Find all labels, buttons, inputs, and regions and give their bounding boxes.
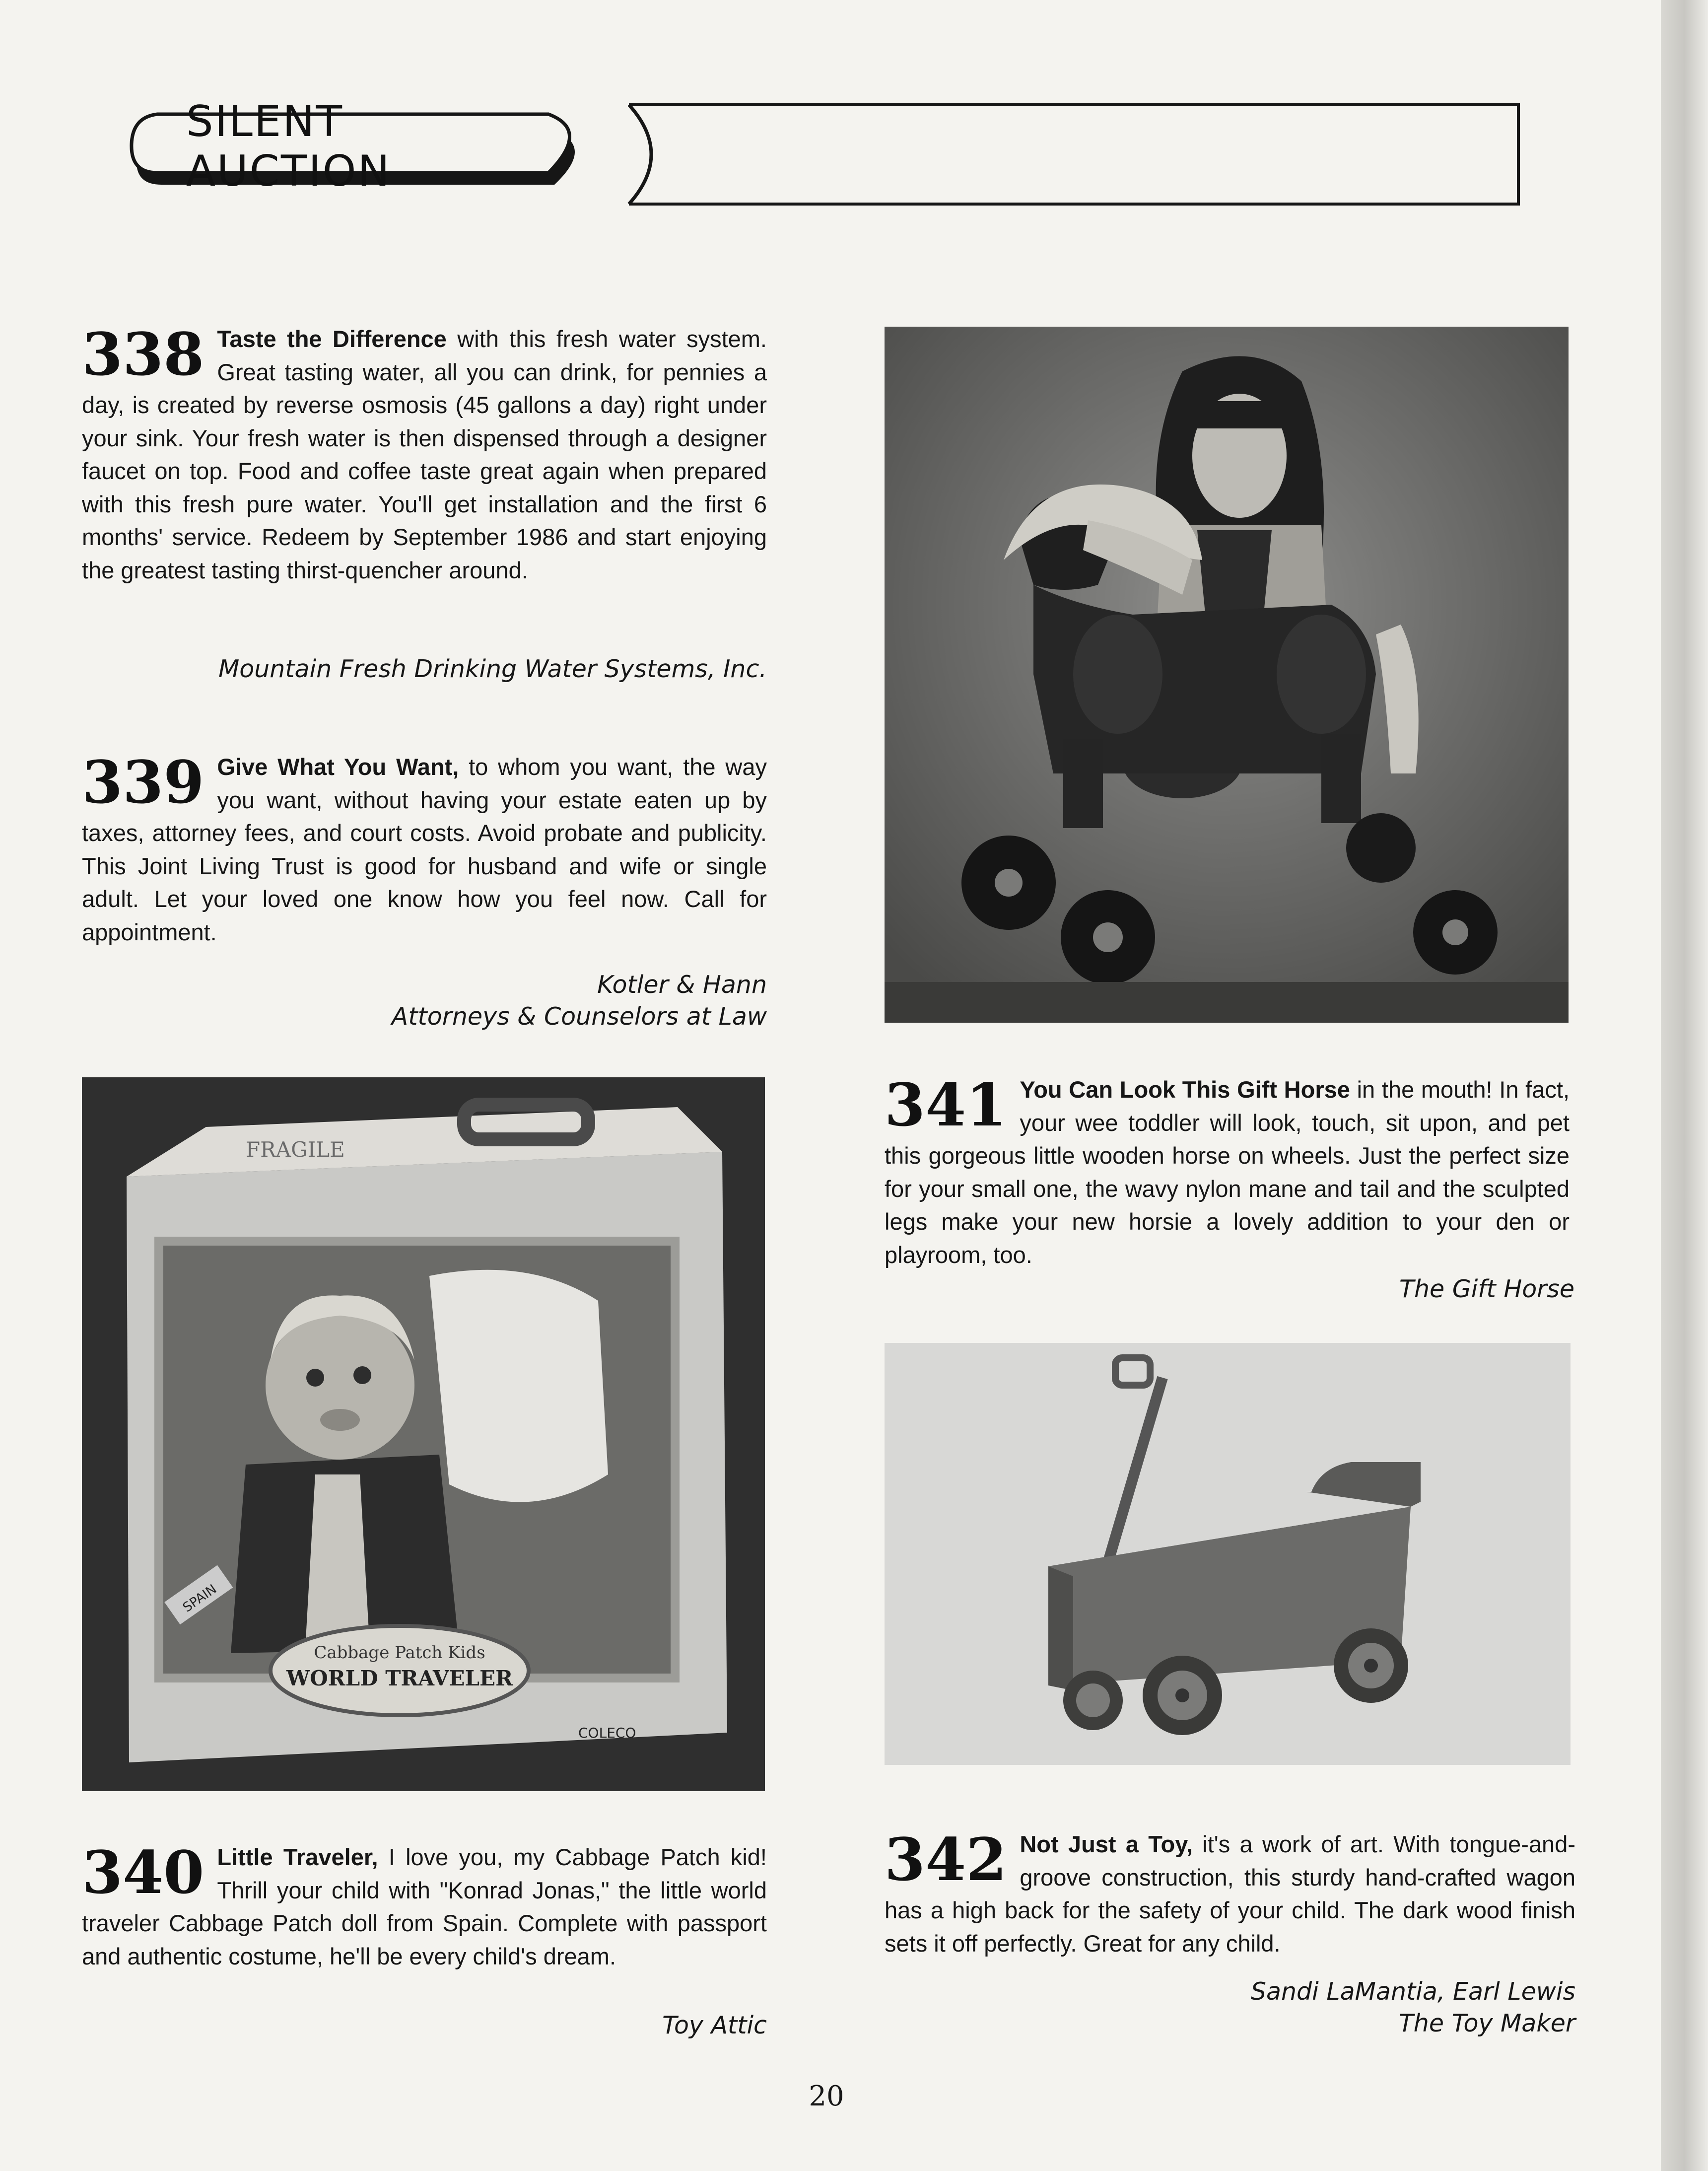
item-body: to whom you want, the way you want, without having your estate eaten up by taxes, attorney fees, and court costs. Avoid probate and publicity. This Joint Living Trust is good for husband and wife or single adult. Let your loved one know how you feel now. Call for appointment. bbox=[82, 754, 767, 945]
item-number: 342 bbox=[885, 1825, 1007, 1894]
donor-339 bbox=[82, 969, 767, 1033]
item-338 bbox=[82, 320, 767, 587]
item-number: 340 bbox=[82, 1838, 205, 1907]
item-341 bbox=[885, 1070, 1570, 1271]
box-line-label: WORLD TRAVELER bbox=[286, 1666, 513, 1690]
section-title: SILENT AUCTION bbox=[186, 97, 391, 196]
donor-341 bbox=[885, 1273, 1574, 1305]
page-edge bbox=[1661, 0, 1708, 2171]
item-heading: Taste the Difference bbox=[217, 326, 447, 352]
box-fragile-label: FRAGILE bbox=[246, 1137, 345, 1162]
item-body: with this fresh water system. Great tasting water, all you can drink, for pennies a day, is created by reverse osmosis (45 gallons a day) right under your sink. Your fresh water is then dispensed through a designer faucet on top. Food and coffee taste great again when prepared with this fresh pure water. You'll get installation and the first 6 months' service. Redeem by September 1986 and start enjoying the greatest tasting thirst-quencher around. bbox=[82, 326, 767, 583]
donor-line: Attorneys & Counselors at Law bbox=[391, 1002, 767, 1031]
donor-line: The Toy Maker bbox=[1398, 2009, 1575, 2037]
donor-line: Mountain Fresh Drinking Water Systems, Inc. bbox=[218, 655, 767, 683]
page-number: 20 bbox=[809, 2080, 844, 2112]
item-342 bbox=[885, 1825, 1575, 1960]
box-brand-label: Cabbage Patch Kids bbox=[314, 1643, 485, 1663]
donor-line: Kotler & Hann bbox=[597, 971, 767, 999]
item-340 bbox=[82, 1838, 767, 1973]
donor-342 bbox=[885, 1976, 1575, 2039]
photo-cabbage-patch-box bbox=[82, 1077, 765, 1791]
donor-line: The Gift Horse bbox=[1399, 1275, 1574, 1303]
item-339 bbox=[82, 748, 767, 949]
section-header-tab bbox=[127, 97, 597, 196]
photo-wooden-wagon bbox=[885, 1343, 1571, 1765]
item-number: 338 bbox=[82, 320, 205, 389]
item-body: I love you, my Cabbage Patch kid! Thrill your child with "Konrad Jonas," the little world traveler Cabbage Patch doll from Spain. Complete with passport and authentic costume, he'll be every child's dream. bbox=[82, 1844, 767, 1969]
donor-line: Sandi LaMantia, Earl Lewis bbox=[1250, 1977, 1575, 2006]
item-body: in the mouth! In fact, your wee toddler will look, touch, sit upon, and pet this gorgeous little wooden horse on wheels. Just the perfect size for your small one, the wavy nylon mane and tail and the sculpted legs make your new horsie a lovely addition to your den or playroom, too. bbox=[885, 1076, 1570, 1268]
donor-338 bbox=[82, 653, 767, 685]
item-heading: You Can Look This Gift Horse bbox=[1020, 1076, 1350, 1103]
donor-line: Toy Attic bbox=[662, 2011, 767, 2039]
section-header-bar bbox=[626, 102, 1522, 210]
item-number: 341 bbox=[885, 1070, 1007, 1139]
item-heading: Not Just a Toy, bbox=[1020, 1831, 1193, 1857]
item-body: it's a work of art. With tongue-and-groove construction, this sturdy hand-crafted wagon has a high back for the safety of your child. The dark wood finish sets it off perfectly. Great for any child. bbox=[885, 1831, 1575, 1957]
item-heading: Give What You Want, bbox=[217, 754, 459, 780]
donor-340 bbox=[82, 2010, 767, 2041]
box-country-label: SPAIN bbox=[180, 1581, 220, 1615]
photo-wooden-horse bbox=[885, 327, 1569, 1023]
box-maker-label: COLECO bbox=[578, 1725, 636, 1741]
item-number: 339 bbox=[82, 748, 205, 817]
item-heading: Little Traveler, bbox=[217, 1844, 378, 1870]
